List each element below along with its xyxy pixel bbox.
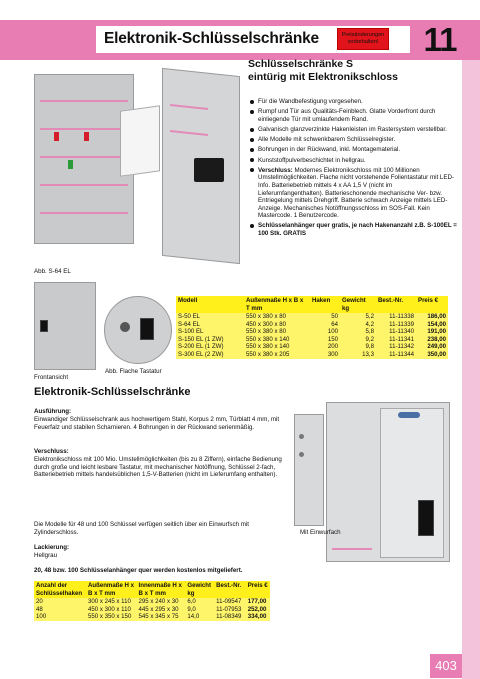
verschluss-block [34,448,286,479]
col-header: Innenmaße H x B x T mm [137,581,186,598]
table-cell: 150 [310,336,340,344]
col-header: Preis € [246,581,270,598]
hook-row [40,212,128,214]
feature-item: Galvanisch glanzverzinkte Hakenleisten im Rastersystem verstellbar. [250,126,458,134]
table-row [34,598,270,606]
page-title: Elektronik-Schlüsselschränke [104,30,319,47]
table-cell: 9,0 [185,606,214,614]
hook-row [40,128,128,130]
modelle-text: Die Modelle für 48 und 100 Schlüssel verfügen seitlich über ein Einwurfsch mit Zylinderschloss. [34,521,249,536]
table-cell: 11-11339 [376,321,416,329]
table-cell: 186,00 [416,313,448,321]
table-cell: 100 [34,613,86,621]
section1-title [248,58,458,83]
caption-front-view: Frontansicht [34,374,69,381]
table-cell: 6,0 [185,598,214,606]
table-cell: 4,2 [340,321,376,329]
col-header: Modell [176,296,244,313]
table-row [176,343,448,351]
hook-row [40,100,128,102]
table-cell: S-100 EL [176,328,244,336]
feature-item-verschluss: Verschluss: Modernes Elektronikschloss mit 100 Millionen Umstellmöglichkeiten. Flache nicht vorstehende Folientastatur mit LED-Info. Batteriebetrieb mittels 4 x AA 1,5 V (nicht im Lieferumfangenthalten). Batterieschonende mechanische Ver- bzw. Entriegelung mittels Drehgriff. Batterie schwach Anzeige mittels LED-Anzeige. Mechanisches Notöffnungsschloss im SOS-Fall. Kein Mastercode. 1 Benutzercode. [250,167,458,220]
table-cell: 11-11341 [376,336,416,344]
table-cell: 14,0 [185,613,214,621]
table-cell: 5,8 [340,328,376,336]
table-cell: 9,2 [340,336,376,344]
product-table-electronic [34,581,270,621]
table-cell: 5,2 [340,313,376,321]
table-header-row [34,581,270,598]
table-row [176,336,448,344]
table-cell: 11-09547 [214,598,246,606]
verschluss-label: Verschluss: [34,448,69,455]
price-badge-line1: Preisänderungen [341,32,385,38]
gratis-note: 20, 48 bzw. 100 Schlüsselanhänger quer werden kostenlos mitgeliefert. [34,567,243,574]
table-cell: 450 x 300 x 110 [86,606,137,614]
lackierung-block [34,544,286,560]
product-image-flat-keypad [104,296,172,364]
table-cell: 177,00 [246,598,270,606]
keypad-icon [40,320,48,332]
caption-einwurf: Mit Einwurfach [300,529,341,536]
col-header: Haken [310,296,340,313]
table-cell: 11-11338 [376,313,416,321]
hook-row [40,156,128,158]
hook-row [40,184,128,186]
table-cell: S-200 EL (1 ZW) [176,343,244,351]
chapter-number: 11 [423,21,457,58]
table-cell: S-50 EL [176,313,244,321]
hook-row [332,548,372,550]
lackierung-text: Hellgrau [34,551,58,559]
table-cell: 11-11342 [376,343,416,351]
table-cell: S-150 EL (1 ZW) [176,336,244,344]
table-cell: 200 [310,343,340,351]
lock-cylinder-icon [299,452,304,457]
price-badge-line2: vorbehalten! [347,39,379,45]
table-cell: 64 [310,321,340,329]
table-cell: 300 [310,351,340,359]
ausfuehrung-text: Einwandiger Schlüsselschrank aus hochwertigem Stahl, Korpus 2 mm, Türblatt 4 mm, mit Feuerfalz und stabilen Scharnieren. 4 Bohrungen in der Rückwand serienmäßig. [34,415,280,431]
brand-logo-icon [398,412,420,418]
key-tag-red [54,132,59,141]
lock-cylinder-icon [299,434,304,439]
col-header: Anzahl der Schlüsselhaken [34,581,86,598]
table-cell: 249,00 [416,343,448,351]
table-cell: 550 x 380 x 80 [244,313,310,321]
table-cell: 252,00 [246,606,270,614]
door-panel [380,408,444,558]
key-tag-green [68,160,73,169]
col-header: Best.-Nr. [376,296,416,313]
section1-title-line2: eintürig mit Elektronikschloss [248,70,398,83]
verschluss-text: Elektronikschloss mit 100 Mio. Umstellmöglichkeiten (bis zu 8 Ziffern), einfache Bedienung durch große und leicht lesbare Tastatur, mit mechanischer Notöffnung, Schlüssel 2-fach, Batteriebetrieb mittels handelsüblichen 1,5-V-Batterien (nicht im Lieferumfang enthalten). [34,455,282,479]
table-cell: 11-08349 [214,613,246,621]
table-header-row [176,296,448,313]
feature-item-gratis: Schlüsselanhänger quer gratis, je nach Hakenanzahl z.B. S-100EL = 100 Stk. GRATIS [250,222,458,237]
lock-knob-icon [120,322,130,332]
ausfuehrung-label: Ausführung: [34,408,72,415]
caption-main-image: Abb. S-64 EL [34,268,71,275]
table-cell: 550 x 380 x 205 [244,351,310,359]
table-cell: 295 x 240 x 30 [137,598,186,606]
keypad-closeup-icon [140,318,154,340]
table-cell: 11-11344 [376,351,416,359]
feature-item: Bohrungen in der Rückwand, inkl. Montagematerial. [250,146,458,154]
table-cell: 334,00 [246,613,270,621]
section1-title-line1: Schlüsselschränke S [248,58,354,70]
table-cell: 550 x 380 x 140 [244,336,310,344]
table-cell: 11-07953 [214,606,246,614]
caption-keypad: Abb. Flache Tastatur [105,368,162,375]
col-header: Außenmaße H x B x T mm [86,581,137,598]
section2-title: Elektronik-Schlüsselschränke [34,386,191,398]
col-header: Gewicht kg [185,581,214,598]
table-cell: 9,8 [340,343,376,351]
table-cell: 350,00 [416,351,448,359]
ausfuehrung-block [34,408,286,431]
table-cell: 300 x 245 x 110 [86,598,137,606]
table-cell: 11-11340 [376,328,416,336]
col-header: Außenmaße H x B x T mm [244,296,310,313]
table-cell: 20 [34,598,86,606]
table-cell: 191,00 [416,328,448,336]
page-number: 403 [430,654,462,678]
table-row [176,351,448,359]
key-tag-red [84,132,89,141]
table-row [176,321,448,329]
table-cell: 550 x 380 x 140 [244,343,310,351]
table-row [176,313,448,321]
table-cell: 550 x 350 x 150 [86,613,137,621]
key-register-paper [120,105,160,177]
table-cell: 445 x 295 x 30 [137,606,186,614]
table-cell: 450 x 300 x 80 [244,321,310,329]
feature-item: Für die Wandbefestigung vorgesehen. [250,98,458,106]
table-cell: 550 x 380 x 80 [244,328,310,336]
side-tab [462,20,480,679]
table-cell: S-64 EL [176,321,244,329]
electronic-keypad-icon [418,500,434,536]
feature-item: Kunststoffpulverbeschichtet in hellgrau. [250,157,458,165]
feature-item: Alle Modelle mit schwenkbarem Schlüsselregister. [250,136,458,144]
product-image-small-cabinet [294,414,324,526]
table-cell: 238,00 [416,336,448,344]
table-cell: 48 [34,606,86,614]
product-table-s [176,296,448,359]
product-image-open-cabinet [34,68,244,268]
table-cell: 100 [310,328,340,336]
table-cell: 545 x 345 x 75 [137,613,186,621]
col-header: Best.-Nr. [214,581,246,598]
lackierung-label: Lackierung: [34,544,70,551]
lock-box-icon [194,158,224,182]
table-cell: 154,00 [416,321,448,329]
price-change-badge [337,28,389,50]
table-row [34,606,270,614]
table-row [34,613,270,621]
table-cell: 50 [310,313,340,321]
col-header: Preis € [416,296,448,313]
col-header: Gewicht kg [340,296,376,313]
table-row [176,328,448,336]
table-cell: S-300 EL (2 ZW) [176,351,244,359]
table-cell: 13,3 [340,351,376,359]
feature-list [250,98,458,240]
feature-item: Rumpf und Tür aus Qualitäts-Feinblech. Glatte Vorderfront durch einliegende Tür mit umlaufendem Rand. [250,108,458,123]
